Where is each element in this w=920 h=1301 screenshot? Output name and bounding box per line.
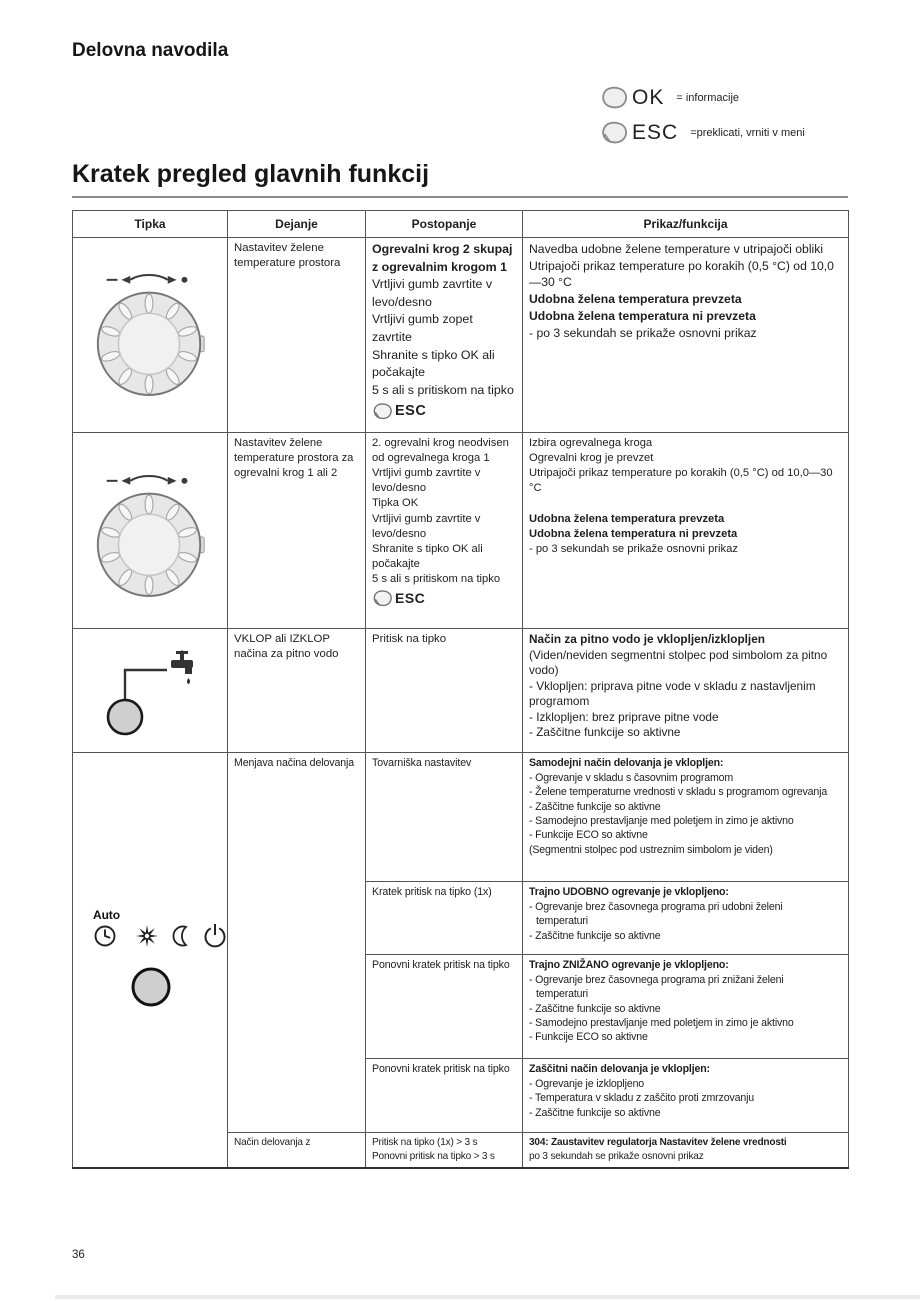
cell-prikaz-r4s4 (523, 1059, 849, 1133)
cell-prikaz-r2 (523, 433, 849, 629)
cell-postopanje-r4s1 (366, 753, 523, 882)
text-line: - Želene temperaturne vrednosti v skladu s programom ogrevanja (529, 786, 828, 799)
faucet-icon (171, 651, 193, 685)
text-line: Ogrevalni krog je prevzet (529, 452, 654, 465)
text-line: Udobna želena temperatura prevzeta (529, 512, 725, 525)
text-line: Zaščitni način delovanja je vklopljen: (529, 1063, 710, 1076)
ok-key-description: = informacije (676, 92, 740, 104)
header-postopanje: Postopanje (366, 211, 523, 238)
cell-dejanje-r1 (228, 238, 366, 433)
text-line: (Viden/neviden segmentni stolpec pod simbolom za pitno vodo) (529, 647, 828, 678)
table-row (73, 753, 849, 882)
text-line: Vrtljivi gumb zavrtite v levo/desno (372, 277, 493, 309)
page-title: Delovna navodila (72, 40, 229, 61)
cell-postopanje-r4s4 (366, 1059, 523, 1133)
page-number: 36 (72, 1249, 85, 1261)
text-line: temperaturi (536, 988, 588, 1001)
text-line: Navedba udobne želene temperature v utripajoči obliki (529, 242, 824, 256)
text-line: - Izklopljen: brez priprave pitne vode (529, 709, 719, 724)
text-line: Ponovni kratek pritisk na tipko (372, 1063, 510, 1076)
text-line: Tovarniška nastavitev (372, 757, 472, 770)
text-line: 304: Zaustavitev regulatorja Nastavitev želene vrednosti (529, 1137, 787, 1149)
text-line: Vrtljivi gumb zavrtite v levo/desno (372, 467, 481, 495)
text-line: Shranite s tipko OK ali počakajte (372, 347, 495, 380)
esc-key-label: ESC (632, 121, 679, 144)
table-row (73, 433, 849, 629)
ok-key-label: OK (632, 86, 665, 109)
cell-dejanje-r5 (228, 1133, 366, 1168)
text-line: - Zaščitne funkcije so aktivne (529, 800, 661, 813)
text-line: Vrtljivi gumb zopet zavrtite (372, 312, 473, 345)
dhw-button-icon (85, 644, 215, 749)
cell-postopanje-r3 (366, 629, 523, 753)
text-line: - Zaščitne funkcije so aktivne (529, 1106, 661, 1119)
text-line: - Funkcije ECO so aktivne (529, 1031, 648, 1044)
page-bottom-edge (55, 1295, 920, 1299)
text-line: - Samodejno prestavljanje med poletjem in zimo je aktivno (529, 1017, 794, 1030)
text-line: - Ogrevanje v skladu s časovnim programom (529, 771, 734, 784)
text-line: Trajno ZNIŽANO ogrevanje je vklopljeno: (529, 959, 729, 972)
cell-tipka-r2 (73, 433, 228, 629)
text-line: Udobna želena temperatura ni prevzeta (529, 308, 756, 323)
mode-button-icon (79, 904, 227, 1012)
text-line: (Segmentni stolpec pod ustreznim simbolom je viden) (529, 843, 773, 856)
cell-postopanje-r2 (366, 433, 523, 629)
text-line: temperaturi (536, 915, 588, 928)
table-row (73, 629, 849, 753)
text-line: Udobna želena temperatura prevzeta (529, 292, 742, 307)
text-line: Menjava načina delovanja (234, 757, 355, 770)
text-line: - Temperatura v skladu z zaščito proti zmrzovanju (529, 1092, 755, 1105)
esc-blob-icon (372, 589, 394, 608)
text-line: - Zaščitne funkcije so aktivne (529, 1002, 661, 1015)
text-line: Ogrevalni krog 2 skupaj z ogrevalnim krogom 1 (372, 242, 513, 274)
cell-prikaz-r1 (523, 238, 849, 433)
cell-postopanje-r4s3 (366, 955, 523, 1059)
cell-tipka-r4 (73, 753, 228, 1168)
esc-blob-icon (372, 402, 394, 421)
table-header-row (73, 211, 849, 238)
text-line: 2. ogrevalni krog neodvisen od ogrevalnega kroga 1 (372, 437, 509, 465)
text-line: - Zaščitne funkcije so aktivne (529, 929, 661, 942)
text-line: po 3 sekundah se prikaže osnovni prikaz (529, 1151, 704, 1163)
rotary-knob-icon (92, 269, 208, 404)
text-line: - Funkcije ECO so aktivne (529, 829, 648, 842)
text-line: Način delovanja z (234, 1137, 311, 1149)
esc-key-icon: ESC (372, 589, 516, 608)
ok-legend-row (600, 84, 805, 112)
power-icon (206, 924, 225, 946)
text-line: Pritisk na tipko (372, 633, 447, 645)
ok-key-icon (600, 85, 630, 111)
sun-icon (136, 925, 158, 947)
moon-icon (173, 927, 186, 946)
cell-prikaz-r3 (523, 629, 849, 753)
header-tipka: Tipka (73, 211, 228, 238)
text-line: 5 s ali s pritiskom na tipko (372, 572, 501, 585)
cell-dejanje-r2 (228, 433, 366, 629)
text-line: Ponovni kratek pritisk na tipko (372, 959, 510, 972)
cell-postopanje-r1 (366, 238, 523, 433)
text-line: Trajno UDOBNO ogrevanje je vklopljeno: (529, 886, 729, 899)
text-line: 5 s ali s pritiskom na tipko (372, 382, 514, 397)
text-line: Vrtljivi gumb zavrtite v levo/desno (372, 512, 481, 540)
text-line: - Ogrevanje je izklopljeno (529, 1077, 645, 1090)
text-line: - po 3 sekundah se prikaže osnovni prikaz (529, 542, 738, 555)
mode-button-circle (133, 969, 169, 1005)
text-line: Samodejni način delovanja je vklopljen: (529, 757, 724, 770)
cell-prikaz-r4s1 (523, 753, 849, 882)
section-rule (72, 196, 848, 198)
blank-line (529, 496, 842, 511)
cell-dejanje-r4 (228, 753, 366, 1133)
cell-prikaz-r4s2 (523, 882, 849, 955)
text-line: Nastavitev želene temperature prostora (234, 242, 341, 270)
cell-tipka-r1 (73, 238, 228, 433)
cell-postopanje-r5 (366, 1133, 523, 1168)
cell-prikaz-r5 (523, 1133, 849, 1168)
text-line: Izbira ogrevalnega kroga (529, 437, 653, 449)
cell-prikaz-r4s3 (523, 955, 849, 1059)
text-line: - Samodejno prestavljanje med poletjem in zimo je aktivno (529, 815, 794, 828)
text-line: Kratek pritisk na tipko (1x) (372, 886, 492, 899)
text-line: - Vklopljen: priprava pitne vode v skladu z nastavljenim programom (529, 678, 816, 709)
text-line: - po 3 sekundah se prikaže osnovni prikaz (529, 325, 757, 340)
text-line: Tipka OK (372, 497, 419, 510)
esc-key-description: =preklicati, vrniti v meni (690, 127, 805, 139)
esc-key-icon (600, 120, 630, 146)
auto-label: Auto (93, 908, 120, 923)
table-row (73, 238, 849, 433)
header-dejanje: Dejanje (228, 211, 366, 238)
text-line: Način za pitno vodo je vklopljen/izklopljen (529, 632, 765, 646)
text-line: - Ogrevanje brez časovnega programa pri udobni želeni (529, 900, 783, 913)
text-line: Shranite s tipko OK ali počakajte (372, 542, 483, 570)
cell-postopanje-r4s2 (366, 882, 523, 955)
header-prikaz-funkcija: Prikaz/funkcija (523, 211, 849, 238)
clock-icon (96, 927, 115, 946)
section-title: Kratek pregled glavnih funkcij (72, 160, 430, 188)
text-line: - Ogrevanje brez časovnega programa pri znižani želeni (529, 973, 784, 986)
key-legend (600, 84, 805, 154)
esc-key-icon: ESC (372, 401, 516, 422)
text-line: Pritisk na tipko (1x) > 3 s (372, 1137, 478, 1149)
text-line: Utripajoči prikaz temperature po korakih (0,5 °C) od 10,0—30 °C (529, 258, 834, 290)
text-line: Ponovni pritisk na tipko > 3 s (372, 1151, 495, 1163)
text-line: - Zaščitne funkcije so aktivne (529, 725, 681, 740)
cell-tipka-r3 (73, 629, 228, 753)
functions-overview-table (72, 210, 849, 1169)
esc-legend-row (600, 119, 805, 147)
text-line: Udobna želena temperatura ni prevzeta (529, 527, 738, 540)
cell-dejanje-r3 (228, 629, 366, 753)
text-line: Nastavitev želene temperature prostora za ogrevalni krog 1 ali 2 (234, 437, 354, 480)
text-line: VKLOP ali IZKLOP načina za pitno vodo (234, 633, 339, 661)
text-line: Utripajoči prikaz temperature po korakih (0,5 °C) od 10,0—30 °C (529, 467, 833, 495)
rotary-knob-icon (92, 470, 208, 605)
